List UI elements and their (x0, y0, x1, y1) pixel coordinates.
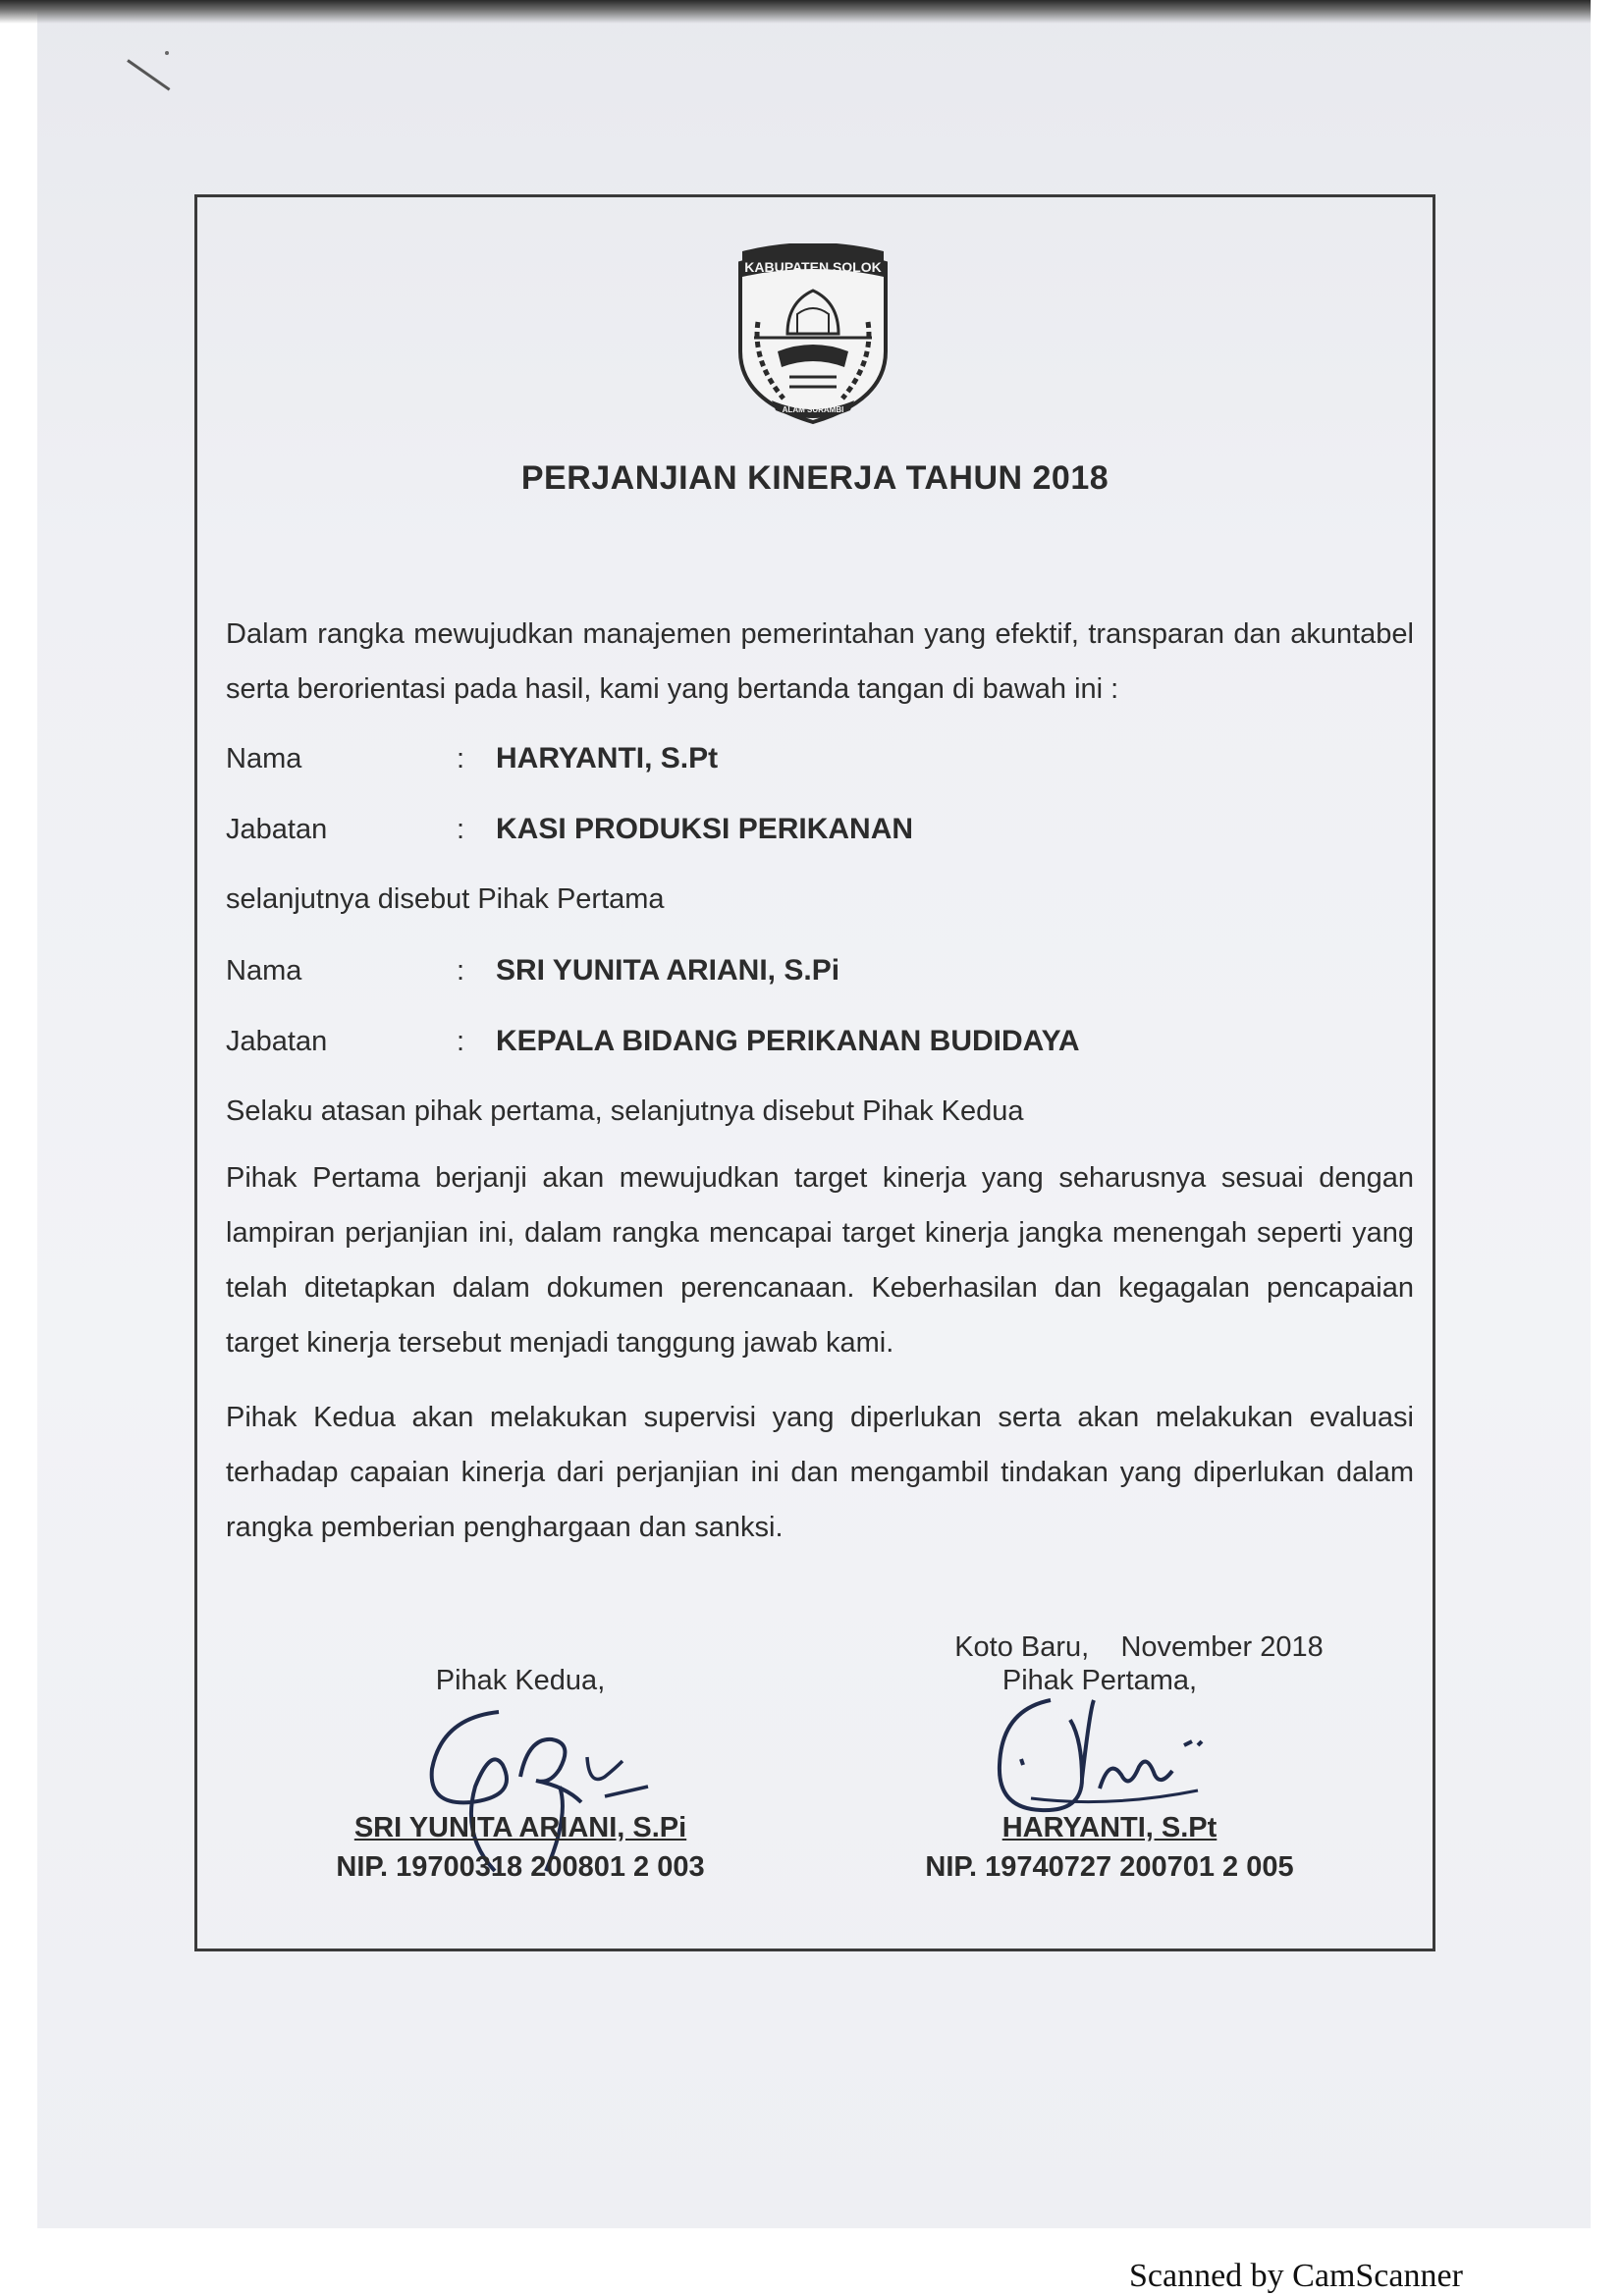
first-party-signature-name: HARYANTI, S.Pt (1001, 1812, 1217, 1843)
second-party-nip: NIP. 19700318 200801 2 003 (336, 1851, 705, 1883)
first-party-position-row (226, 813, 913, 846)
second-party-name-label: Nama (226, 955, 302, 987)
logo-bottom-text: ALAM SURAMBI (782, 405, 844, 414)
second-party-name-colon: : (457, 955, 465, 987)
second-party-name-value: SRI YUNITA ARIANI, S.Pi (496, 954, 840, 987)
document-title: PERJANJIAN KINERJA TAHUN 2018 (520, 459, 1109, 497)
scan-dot (165, 51, 169, 55)
second-party-signature-name: SRI YUNITA ARIANI, S.Pi (353, 1812, 687, 1843)
kabupaten-solok-emblem-icon (729, 243, 897, 426)
first-party-name-value: HARYANTI, S.Pt (496, 742, 719, 774)
second-party-name-row (226, 954, 839, 988)
second-party-note: Selaku atasan pihak pertama, selanjutnya disebut Pihak Kedua (226, 1095, 1024, 1127)
second-party-position-value: KEPALA BIDANG PERIKANAN BUDIDAYA (496, 1025, 1080, 1057)
second-party-position-row (226, 1025, 1080, 1058)
commitment-paragraph: Pihak Pertama berjanji akan mewujudkan target kinerja yang seharusnya sesuai dengan lampiran perjanjian ini, dalam rangka mencapai target kinerja jangka menengah seperti yang telah ditetapkan dalam dokumen perencanaan. Keberhasilan dan kegagalan pencapaian target kinerja tersebut menjadi tanggung jawab kami. (226, 1162, 1414, 1359)
camscanner-watermark: Scanned by CamScanner (1129, 2258, 1463, 2294)
first-party-position-label: Jabatan (226, 814, 328, 845)
second-party-position-colon: : (457, 1026, 465, 1057)
first-party-name-colon: : (457, 743, 465, 774)
first-party-position-value: KASI PRODUKSI PERIKANAN (496, 813, 914, 845)
first-party-role: Pihak Pertama, (1001, 1665, 1198, 1696)
scan-top-shadow (0, 0, 1623, 24)
second-party-position-label: Jabatan (226, 1026, 328, 1057)
intro-paragraph: Dalam rangka mewujudkan manajemen pemerintahan yang efektif, transparan dan akuntabel serta berorientasi pada hasil, kami yang bertanda tangan di bawah ini : (226, 618, 1414, 705)
first-party-nip: NIP. 19740727 200701 2 005 (925, 1851, 1294, 1883)
place-date: Koto Baru, November 2018 (954, 1631, 1324, 1663)
first-party-name-row (226, 742, 718, 775)
scan-right-margin (1591, 0, 1623, 2228)
logo-top-text: KABUPATEN SOLOK (744, 259, 882, 275)
first-party-position-colon: : (457, 814, 465, 845)
second-party-role: Pihak Kedua, (435, 1665, 606, 1696)
supervision-paragraph: Pihak Kedua akan melakukan supervisi yang diperlukan serta akan melakukan evaluasi terhadap capaian kinerja dari perjanjian ini dan mengambil tindakan yang diperlukan dalam rangka pemberian penghargaan dan sanksi. (226, 1402, 1414, 1543)
first-party-note: selanjutnya disebut Pihak Pertama (226, 883, 665, 915)
first-party-name-label: Nama (226, 743, 302, 774)
